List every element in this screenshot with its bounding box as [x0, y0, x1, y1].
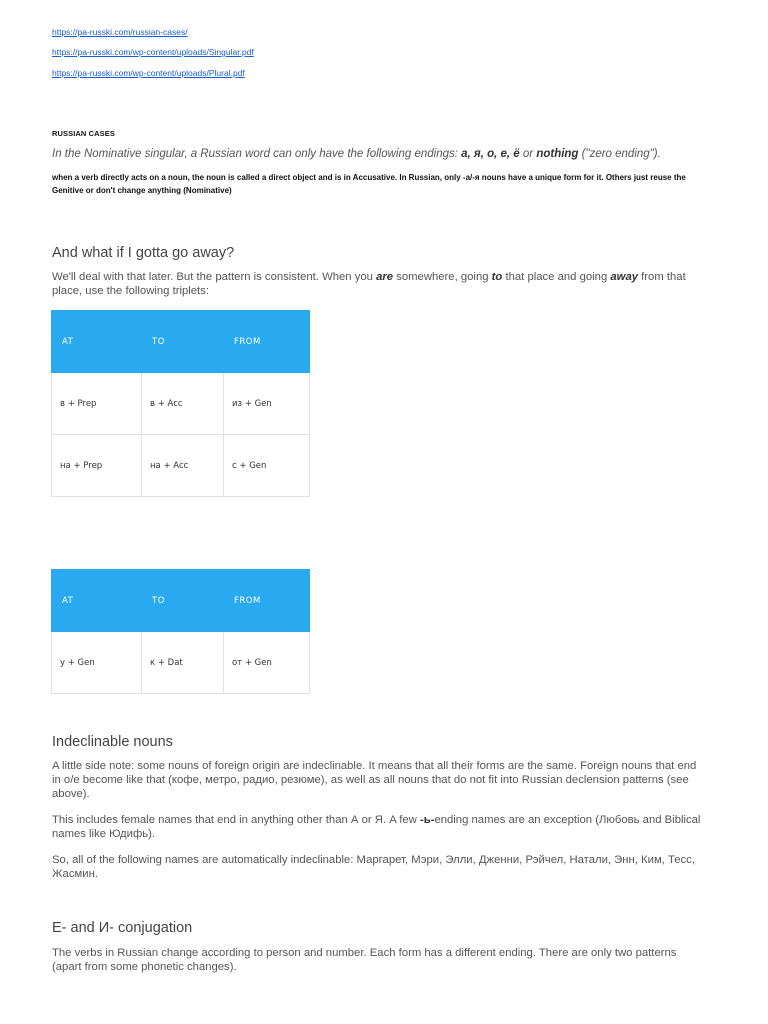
table-cell: на + Acc: [142, 435, 224, 497]
table-cell: на + Prep: [52, 435, 142, 497]
conjugation-heading: Е- and И- conjugation: [52, 920, 193, 936]
link-russian-cases[interactable]: https://pa-russki.com/russian-cases/: [52, 27, 188, 37]
preposition-table-people: [51, 569, 310, 694]
indeclinable-p2-text-1: This includes female names that end in anything other than А or Я. A few: [52, 814, 420, 826]
link-plural-pdf[interactable]: https://pa-russki.com/wp-content/uploads/Plural.pdf: [52, 68, 245, 78]
table-cell: от + Gen: [224, 632, 310, 694]
table-header-row: [52, 311, 310, 373]
go-away-paragraph: [52, 270, 702, 298]
go-away-to: to: [491, 271, 503, 283]
accusative-note: when a verb directly acts on a noun, the noun is called a direct object and is in Accusative. In Russian, only -а/-я nouns have a unique form for it. Others just reuse the Genitive or don't change anything (Nominative): [52, 173, 686, 195]
indeclinable-paragraph-3: So, all of the following names are automatically indeclinable: Маргарет, Мэри, Элли, Дженни, Рэйчел, Натали, Энн, Ким, Тесс, Жасмин.: [52, 854, 695, 880]
indeclinable-paragraph-1: A little side note: some nouns of foreign origin are indeclinable. It means that all their forms are the same. Foreign nouns that end in о/е become like that (кофе, метро, радио, резюме), as well as all nouns that do not fit into Russian declension patterns (see above).: [52, 760, 697, 800]
intro-text: In the Nominative singular, a Russian word can only have the following endings:: [52, 148, 462, 160]
table-header-row: [52, 570, 310, 632]
table-header-at: AT: [52, 570, 142, 632]
go-away-away: away: [610, 271, 639, 283]
go-away-text-2: somewhere, going: [393, 271, 492, 283]
indeclinable-paragraph-2: [52, 813, 702, 841]
table-row: [52, 632, 310, 694]
go-away-text-1: We'll deal with that later. But the pattern is consistent. When you: [52, 271, 377, 283]
intro-nothing: nothing: [536, 148, 579, 160]
intro-or: or: [519, 148, 537, 160]
table-cell: с + Gen: [224, 435, 310, 497]
table-cell: в + Acc: [142, 373, 224, 435]
soft-sign-marker: -ь-: [419, 814, 435, 826]
table-cell: у + Gen: [52, 632, 142, 694]
nominative-intro: [52, 148, 732, 160]
table-row: [52, 435, 310, 497]
table-cell: к + Dat: [142, 632, 224, 694]
link-singular-pdf[interactable]: https://pa-russki.com/wp-content/uploads/Singular.pdf: [52, 47, 254, 57]
conjugation-paragraph: The verbs in Russian change according to person and number. Each form has a different ending. There are only two patterns (apart from some phonetic changes).: [52, 947, 677, 973]
table-header-to: TO: [142, 570, 224, 632]
table-header-from: FROM: [224, 570, 310, 632]
russian-cases-heading: RUSSIAN CASES: [52, 129, 115, 138]
intro-suffix: ("zero ending").: [578, 148, 661, 160]
table-header-from: FROM: [224, 311, 310, 373]
go-away-text-4: from that place, use the following triplets:: [52, 271, 686, 297]
table-cell: из + Gen: [224, 373, 310, 435]
table-header-at: AT: [52, 311, 142, 373]
go-away-are: are: [376, 271, 394, 283]
indeclinable-p2-text-2: ending names are an exception (Любовь and Biblical names like Юдифь).: [52, 814, 701, 840]
indeclinable-heading: Indeclinable nouns: [52, 734, 173, 750]
preposition-table-at-to-from: [51, 310, 310, 497]
table-row: [52, 373, 310, 435]
go-away-heading: And what if I gotta go away?: [52, 245, 235, 261]
go-away-text-3: that place and going: [502, 271, 611, 283]
intro-endings: а, я, о, е, ё: [461, 148, 520, 160]
table-cell: в + Prep: [52, 373, 142, 435]
table-header-to: TO: [142, 311, 224, 373]
